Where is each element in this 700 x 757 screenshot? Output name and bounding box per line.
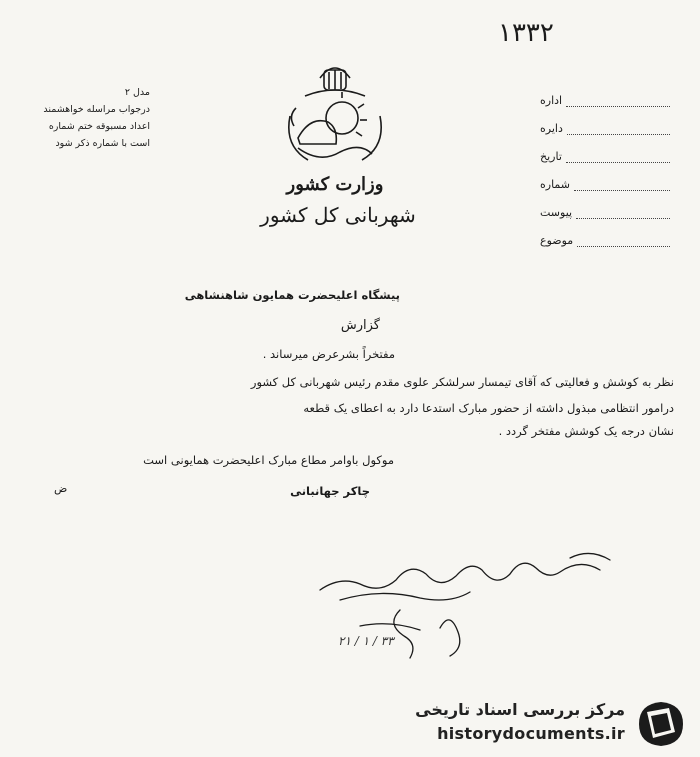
form-note <box>24 84 150 152</box>
field-dotted-line <box>576 206 670 219</box>
field-department-office <box>540 86 670 114</box>
opening-line: مفتخراً بشرعرض میرساند . <box>262 347 395 361</box>
form-note-line: اعداد مسبوقه ختم شماره <box>48 121 150 132</box>
field-section <box>540 114 670 142</box>
report-heading: گزارش <box>340 318 380 333</box>
field-label: تاریخ <box>540 149 562 163</box>
handwritten-number: ۱۳۳۲ <box>498 18 554 48</box>
department-title: شهربانی کل کشور <box>260 203 416 227</box>
field-date <box>540 142 670 170</box>
watermark-url: historydocuments.ir <box>437 724 625 743</box>
closing-line: موکول باوامر مطاع مبارک اعلیحضرت همایونی است <box>143 453 394 467</box>
handwritten-signature-icon <box>300 540 630 680</box>
field-subject <box>540 226 670 254</box>
body-paragraph-line: نشان درجه یک کوشش مفتخر گردد . <box>498 424 674 438</box>
field-label: شماره <box>540 177 571 191</box>
form-note-line: است با شماره ذکر شود <box>55 138 150 149</box>
watermark <box>410 696 695 752</box>
body-paragraph-line: نظر به کوشش و فعالیتی که آقای تیمسار سرلشکر علوی مقدم رئیس شهربانی کل کشور <box>250 375 674 389</box>
field-dotted-line <box>567 122 670 135</box>
field-label: اداره <box>540 93 563 107</box>
field-attachment <box>540 198 670 226</box>
form-note-label: مدل ۲ <box>124 87 150 98</box>
header-fields <box>540 86 670 254</box>
watermark-title: مرکز بررسی اسناد تاریخی <box>415 700 625 719</box>
lion-and-sun-emblem-icon <box>280 56 390 174</box>
field-label: پیوست <box>540 205 573 219</box>
field-dotted-line <box>577 234 670 247</box>
sender-signoff: چاکر جهانبانی <box>290 484 370 498</box>
field-number <box>540 170 670 198</box>
field-dotted-line <box>566 94 670 107</box>
field-label: دایره <box>540 121 563 135</box>
body-paragraph-line: درامور انتظامی مبذول داشته از حضور مبارک استدعا دارد به اعطای یک قطعه <box>303 401 674 415</box>
handwritten-date: ۲۱ / ۱ / ۳۳ <box>338 634 394 648</box>
addressee-line: پیشگاه اعلیحضرت همایون شاهنشاهی <box>184 288 400 302</box>
archive-logo-icon <box>633 698 689 750</box>
field-dotted-line <box>566 150 670 163</box>
field-dotted-line <box>574 178 670 191</box>
form-note-line: درجواب مراسله خواهشمند <box>43 104 150 115</box>
margin-mark: ض <box>54 482 68 495</box>
field-label: موضوع <box>540 233 574 247</box>
ministry-title: وزارت کشور <box>286 174 384 195</box>
